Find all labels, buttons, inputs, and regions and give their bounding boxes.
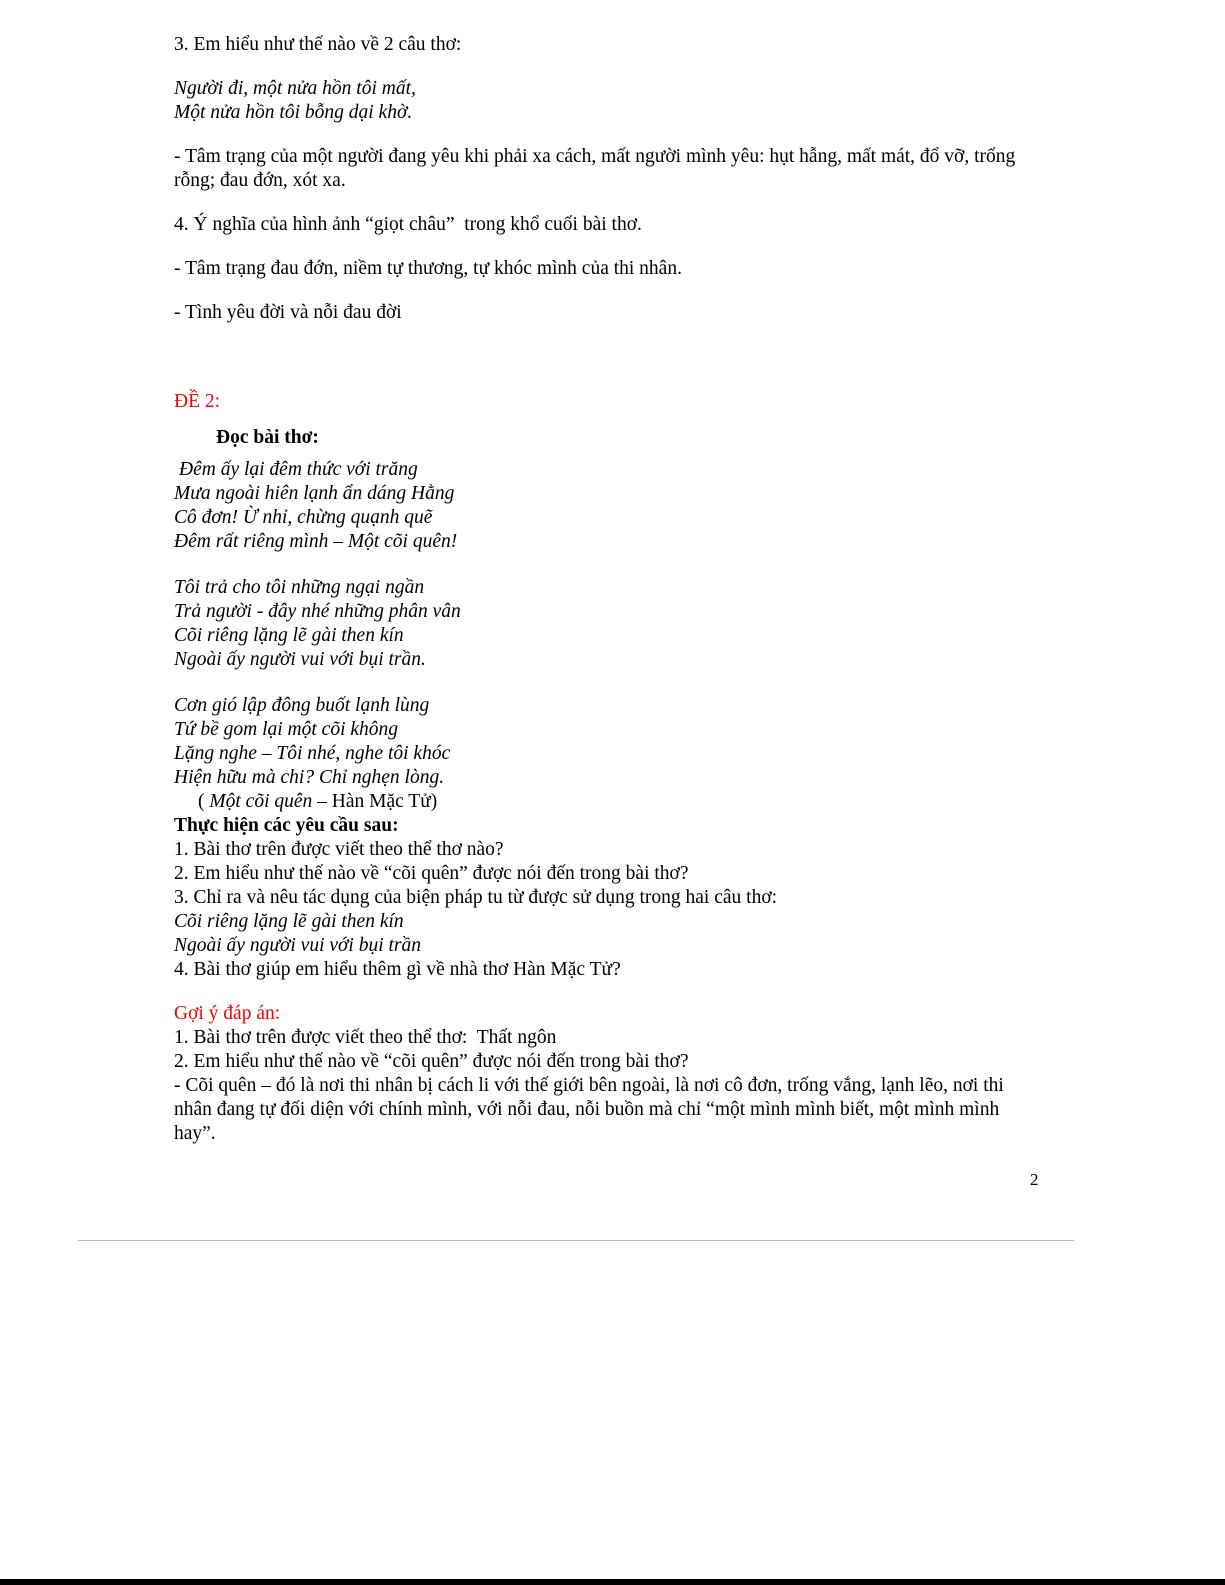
task-3-verse-line: Ngoài ấy người vui với bụi trần (174, 935, 422, 956)
page-number: 2 (1030, 1170, 1039, 1189)
poem-line: Tôi trả cho tôi những ngại ngần (174, 577, 425, 598)
answer-1: 1. Bài thơ trên được viết theo thể thơ: Thất ngôn (174, 1027, 557, 1048)
poem-line: Lặng nghe – Tôi nhé, nghe tôi khóc (174, 743, 451, 764)
source-author: Hàn Mặc Tử) (326, 791, 438, 812)
task-3: 3. Chỉ ra và nêu tác dụng của biện pháp tu từ được sử dụng trong hai câu thơ: (174, 887, 778, 908)
tasks-heading: Thực hiện các yêu cầu sau: (174, 815, 399, 836)
read-poem-heading: Đọc bài thơ: (216, 427, 319, 448)
question-3-title: 3. Em hiểu như thế nào về 2 câu thơ: (174, 34, 462, 55)
answer-heading: Gợi ý đáp án: (174, 1003, 281, 1024)
poem-line: Cô đơn! Ừ nhỉ, chừng quạnh quẽ (174, 507, 433, 528)
poem-line: Trả người - đây nhé những phân vân (174, 601, 461, 622)
poem-line: Cõi riêng lặng lẽ gài then kín (174, 625, 404, 646)
question-4-answer-1: - Tâm trạng đau đớn, niềm tự thương, tự khóc mình của thi nhân. (174, 258, 682, 279)
poem-line: Tứ bề gom lại một cõi không (174, 719, 399, 740)
section-heading-de-2: ĐỀ 2: (174, 391, 221, 412)
poem-line: Đêm rất riêng mình – Một cõi quên! (174, 531, 458, 552)
poem-line: Mưa ngoài hiên lạnh ẩn dáng Hằng (174, 483, 455, 504)
verse-line: Một nửa hồn tôi bỗng dại khờ. (174, 102, 413, 123)
source-title: Một cõi quên – (209, 791, 327, 812)
poem-line: Đêm ấy lại đêm thức với trăng (179, 459, 418, 480)
answer-2-text: - Cõi quên – đó là nơi thi nhân bị cách li với thế giới bên ngoài, là nơi cô đơn, trống vắng, lạnh lẽo, nơi thi nhân đang tự đối diện với chính mình, với nỗi đau, nỗi buồn mà chỉ “một mình mình biết, một mình mình hay”. (174, 1075, 1004, 1144)
poem-line: Hiện hữu mà chi? Chỉ nghẹn lòng. (174, 767, 445, 788)
bottom-edge-bar (0, 1579, 1225, 1585)
document-page (174, 33, 1044, 1146)
task-2: 2. Em hiểu như thế nào về “cõi quên” được nói đến trong bài thơ? (174, 863, 689, 884)
task-1: 1. Bài thơ trên được viết theo thể thơ nào? (174, 839, 504, 860)
answer-2: 2. Em hiểu như thế nào về “cõi quên” được nói đến trong bài thơ? (174, 1051, 689, 1072)
question-4-title: 4. Ý nghĩa của hình ảnh “giọt châu” trong khổ cuối bài thơ. (174, 214, 642, 235)
verse-line: Người đi, một nửa hồn tôi mất, (174, 78, 416, 99)
source-open: ( (198, 791, 210, 812)
question-3-answer: - Tâm trạng của một người đang yêu khi phải xa cách, mất người mình yêu: hụt hẫng, mất mát, đổ vỡ, trống rỗng; đau đớn, xót xa. (174, 146, 1016, 191)
task-4: 4. Bài thơ giúp em hiểu thêm gì về nhà thơ Hàn Mặc Tử? (174, 959, 621, 980)
poem-line: Ngoài ấy người vui với bụi trần. (174, 649, 426, 670)
poem-source (174, 790, 1044, 814)
page-divider (78, 1240, 1074, 1241)
question-4-answer-2: - Tình yêu đời và nỗi đau đời (174, 302, 402, 323)
poem-line: Cơn gió lập đông buốt lạnh lùng (174, 695, 430, 716)
task-3-verse-line: Cõi riêng lặng lẽ gài then kín (174, 911, 404, 932)
